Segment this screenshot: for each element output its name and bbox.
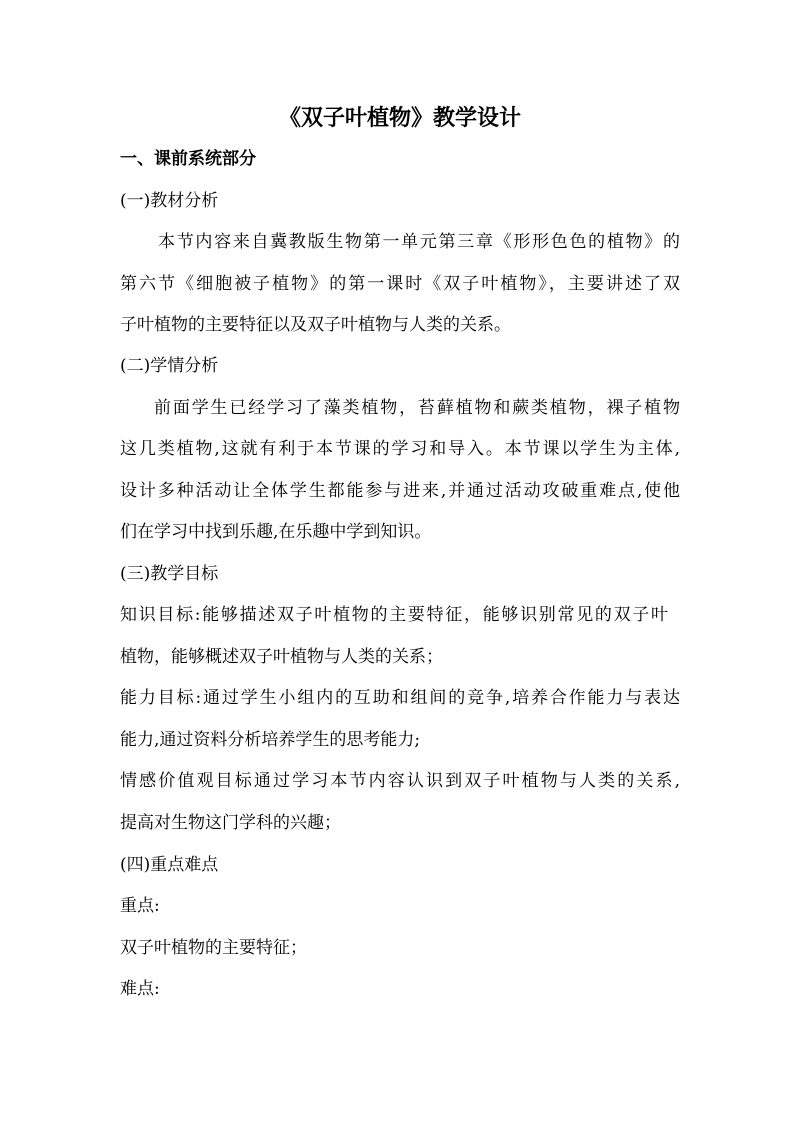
paragraph-line: 前面学生已经学习了藻类植物，苔藓植物和蕨类植物，裸子植物 <box>154 398 680 418</box>
paragraph-line: 植物，能够概述双子叶植物与人类的关系； <box>120 647 443 667</box>
paragraph-line: 子叶植物的主要特征以及双子叶植物与人类的关系。 <box>120 315 511 335</box>
paragraph-line: 本节内容来自冀教版生物第一单元第三章《形形色色的植物》的 <box>158 232 680 252</box>
subheading-student-analysis: (二)学情分析 <box>120 356 219 376</box>
key-point-text: 双子叶植物的主要特征； <box>120 938 307 958</box>
subheading-teaching-objectives: (三)教学目标 <box>120 564 219 584</box>
paragraph-line: 提高对生物这门学科的兴趣； <box>120 813 341 833</box>
difficult-point-label: 难点: <box>120 979 160 999</box>
paragraph-line: 这几类植物,这就有利于本节课的学习和导入。本节课以学生为主体, <box>120 439 680 459</box>
paragraph-line: 们在学习中找到乐趣,在乐趣中学到知识。 <box>120 522 432 542</box>
paragraph-line: 情感价值观目标通过学习本节内容认识到双子叶植物与人类的关系, <box>120 771 680 791</box>
key-point-label: 重点: <box>120 896 160 916</box>
subheading-textbook-analysis: (一)教材分析 <box>120 191 219 211</box>
paragraph-line: 知识目标:能够描述双子叶植物的主要特征，能够识别常见的双子叶 <box>120 605 668 625</box>
paragraph-line: 设计多种活动让全体学生都能参与进来,并通过活动攻破重难点,使他 <box>120 481 680 501</box>
paragraph-line: 能力,通过资料分析培养学生的思考能力; <box>120 730 421 750</box>
document-title: 《双子叶植物》教学设计 <box>278 105 521 131</box>
subheading-key-difficult-points: (四)重点难点 <box>120 855 219 875</box>
section-heading-pre-class-system: 一、课前系统部分 <box>120 149 256 169</box>
paragraph-line: 第六节《细胞被子植物》的第一课时《双子叶植物》，主要讲述了双 <box>120 274 680 294</box>
paragraph-line: 能力目标:通过学生小组内的互助和组间的竞争,培养合作能力与表达 <box>120 688 680 708</box>
